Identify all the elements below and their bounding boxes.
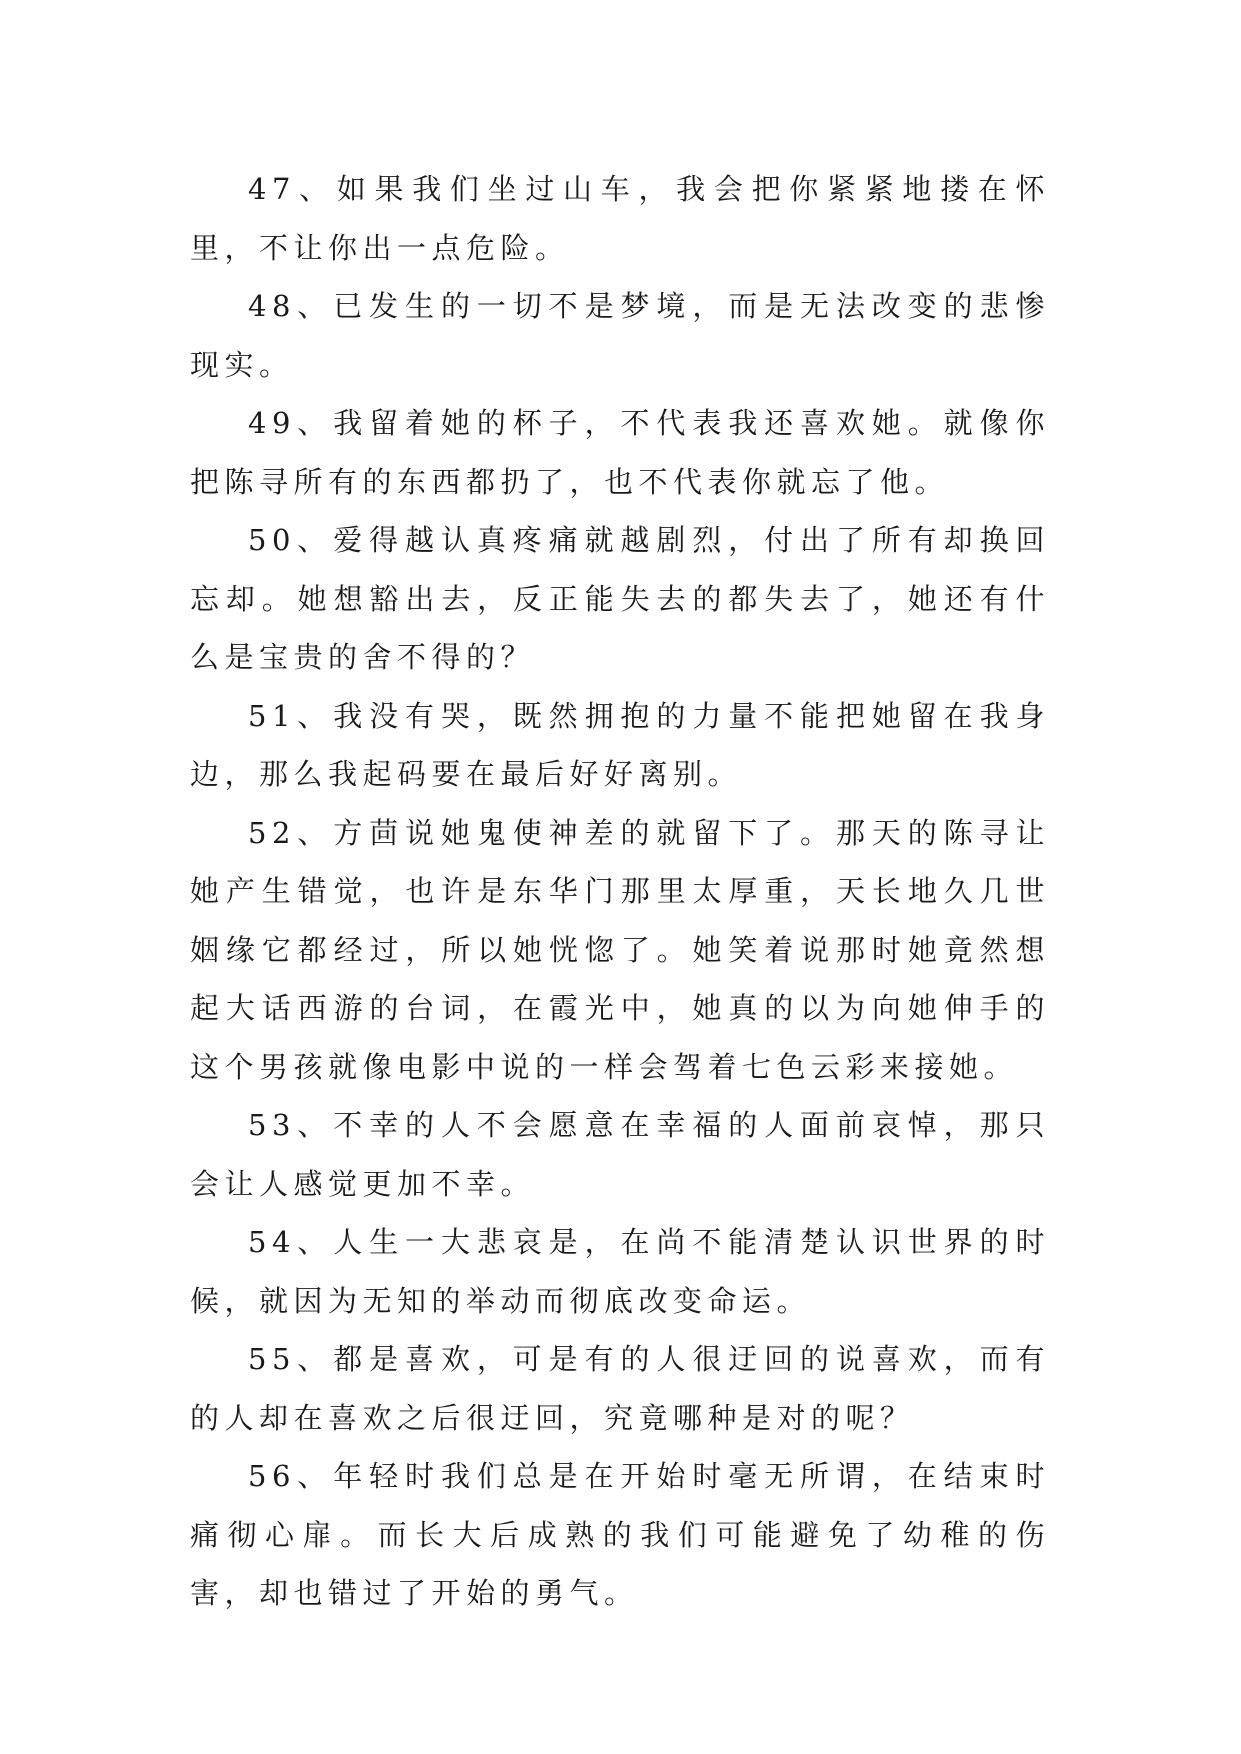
- paragraph-48: 48、已发生的一切不是梦境，而是无法改变的悲惨现实。: [190, 289, 1050, 382]
- document-body: [190, 160, 1050, 1623]
- paragraph-53: 53、不幸的人不会愿意在幸福的人面前哀悼，那只会让人感觉更加不幸。: [190, 1108, 1050, 1201]
- paragraph-52: 52、方茴说她鬼使神差的就留下了。那天的陈寻让她产生错觉，也许是东华门那里太厚重，天长地久几世姻缘它都经过，所以她恍惚了。她笑着说那时她竟然想起大话西游的台词，在霞光中，她真的以为向她伸手的这个男孩就像电影中说的一样会驾着七色云彩来接她。: [190, 815, 1050, 1084]
- paragraph-49: 49、我留着她的杯子，不代表我还喜欢她。就像你把陈寻所有的东西都扔了，也不代表你就忘了他。: [190, 406, 1050, 499]
- paragraph-56: 56、年轻时我们总是在开始时毫无所谓，在结束时痛彻心扉。而长大后成熟的我们可能避免了幼稚的伤害，却也错过了开始的勇气。: [190, 1459, 1050, 1610]
- paragraph-55: 55、都是喜欢，可是有的人很迂回的说喜欢，而有的人却在喜欢之后很迂回，究竟哪种是对的呢？: [190, 1342, 1050, 1435]
- paragraph-47: 47、如果我们坐过山车，我会把你紧紧地搂在怀里，不让你出一点危险。: [190, 172, 1050, 265]
- paragraph-50: 50、爱得越认真疼痛就越剧烈，付出了所有却换回忘却。她想豁出去，反正能失去的都失去了，她还有什么是宝贵的舍不得的？: [190, 523, 1050, 674]
- paragraph-54: 54、人生一大悲哀是，在尚不能清楚认识世界的时候，就因为无知的举动而彻底改变命运。: [190, 1225, 1050, 1318]
- paragraph-51: 51、我没有哭，既然拥抱的力量不能把她留在我身边，那么我起码要在最后好好离别。: [190, 698, 1050, 791]
